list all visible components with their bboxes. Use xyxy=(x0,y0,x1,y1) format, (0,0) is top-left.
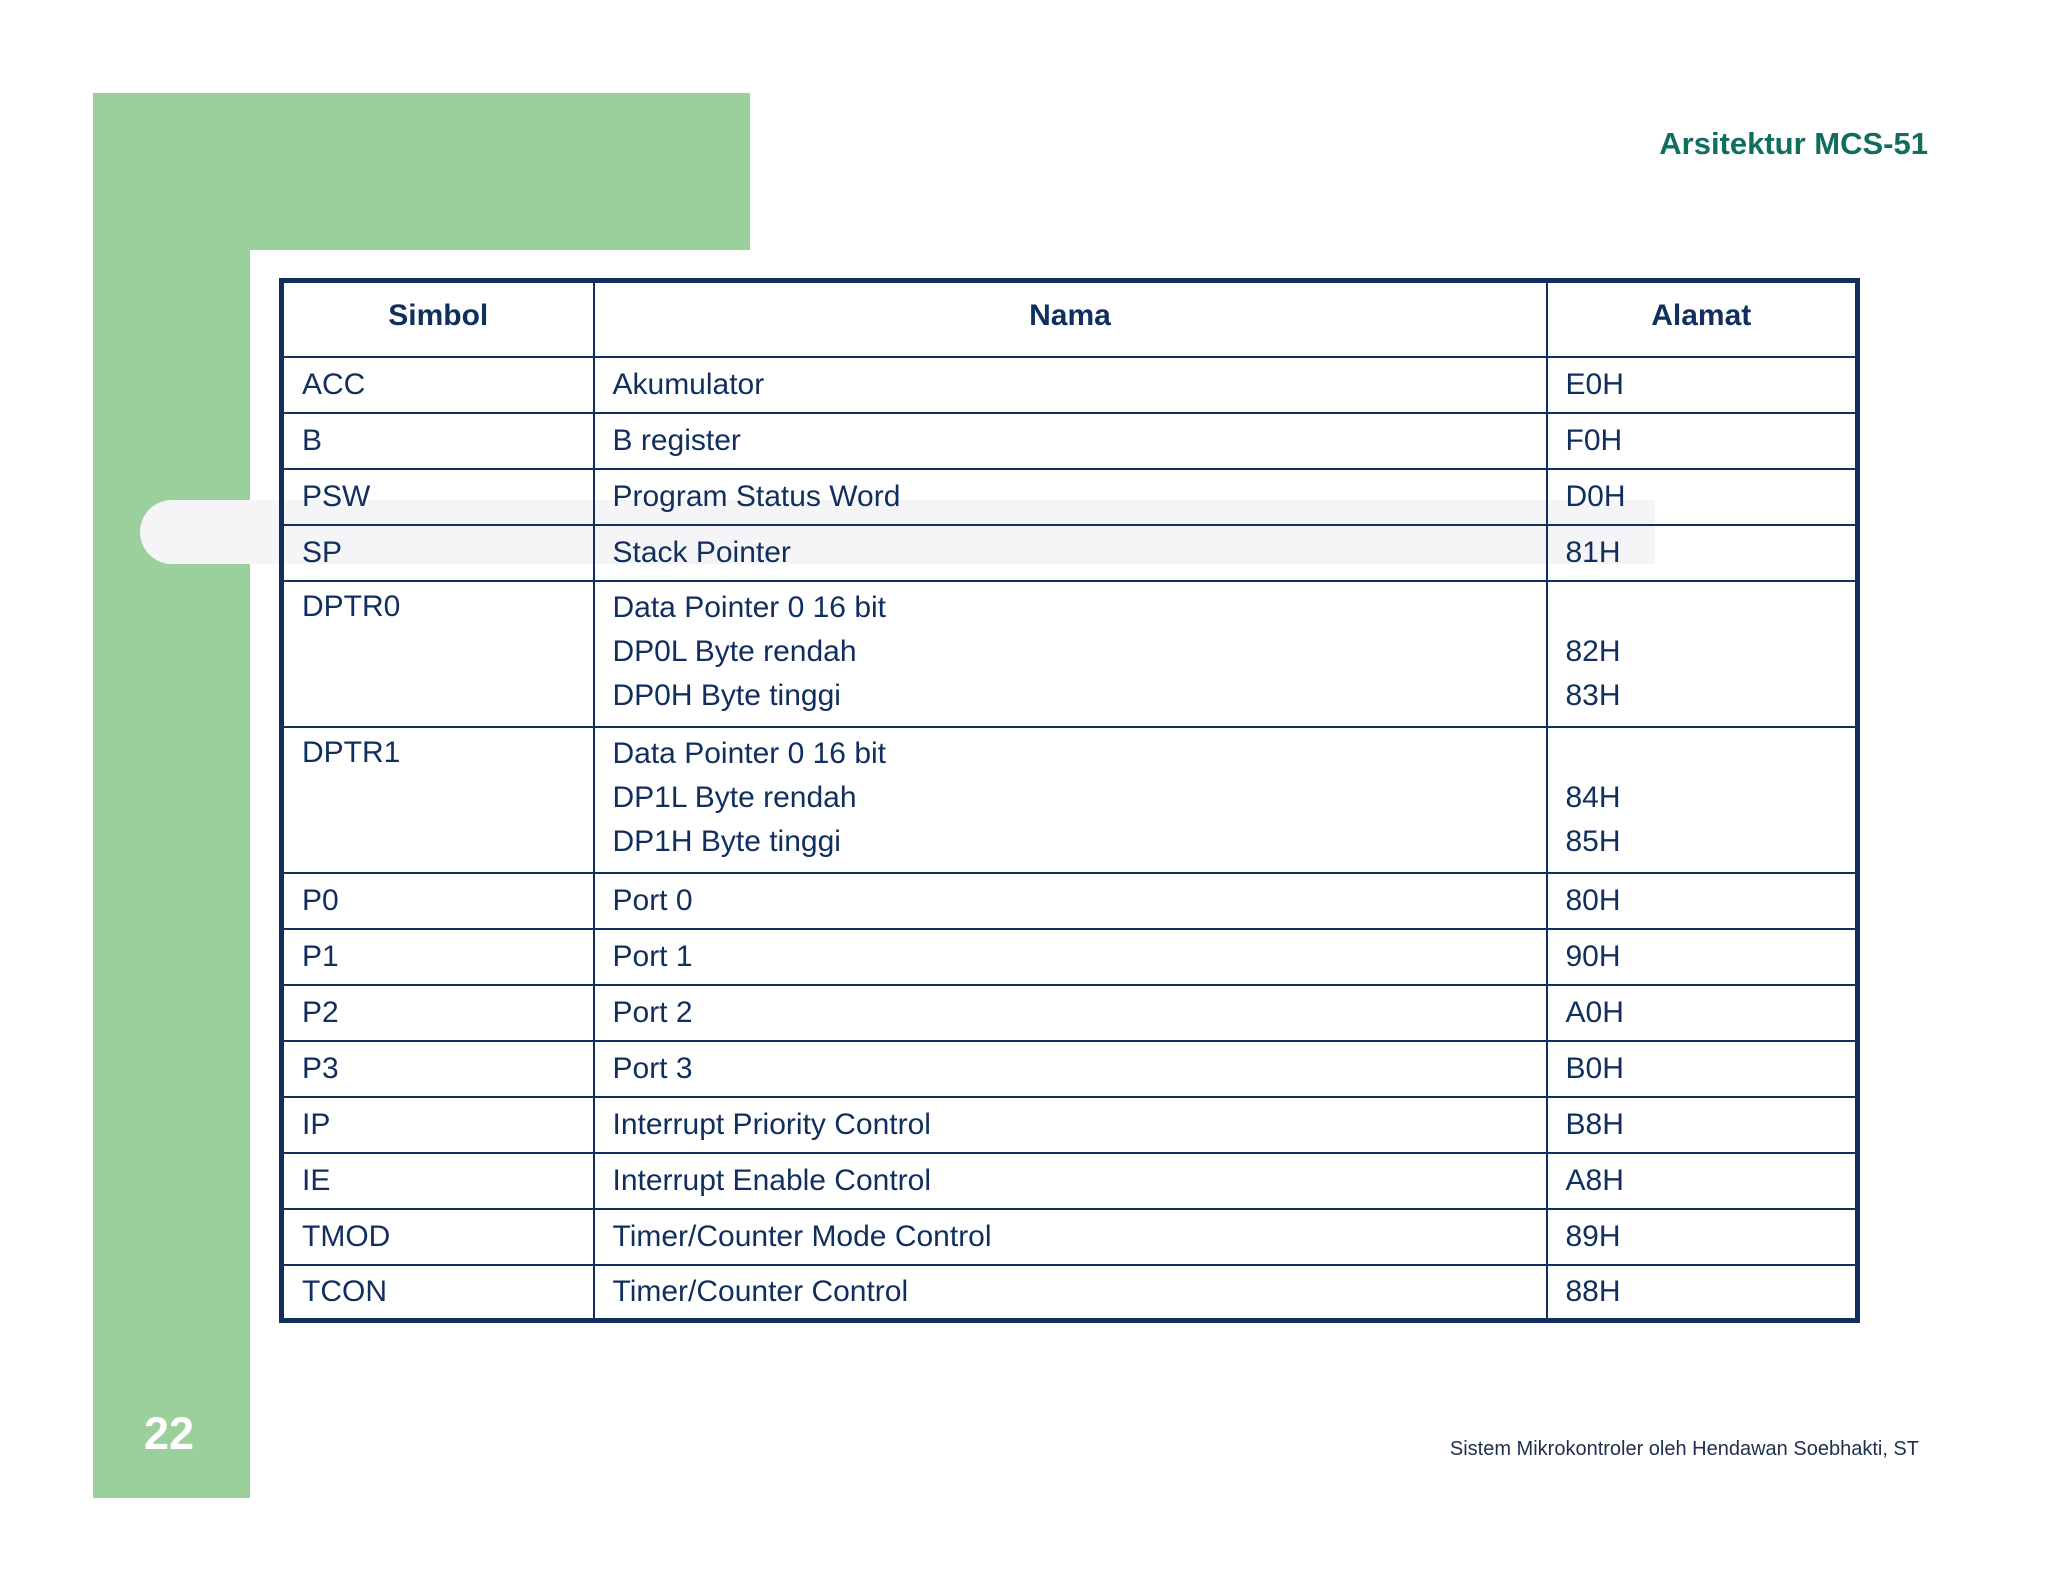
alamat-line: 85H xyxy=(1565,824,1621,858)
cell-nama xyxy=(594,727,1547,873)
table-row xyxy=(282,1153,1858,1209)
table-row xyxy=(282,469,1858,525)
alamat-line: 90H xyxy=(1565,939,1621,973)
cell-alamat xyxy=(1547,413,1858,469)
table-row xyxy=(282,985,1858,1041)
alamat-line: 80H xyxy=(1565,883,1621,917)
cell-alamat xyxy=(1547,1153,1858,1209)
cell-alamat xyxy=(1547,1097,1858,1153)
table-row xyxy=(282,525,1858,581)
table-row xyxy=(282,357,1858,413)
alamat-line: B0H xyxy=(1565,1051,1624,1085)
cell-alamat xyxy=(1547,1265,1858,1321)
table-row xyxy=(282,1265,1858,1321)
alamat-line: E0H xyxy=(1565,367,1624,401)
cell-alamat xyxy=(1547,581,1858,727)
cell-nama xyxy=(594,413,1547,469)
cell-nama xyxy=(594,1265,1547,1321)
cell-nama xyxy=(594,1153,1547,1209)
cell-simbol: PSW xyxy=(282,469,594,525)
cell-nama xyxy=(594,469,1547,525)
cell-nama xyxy=(594,525,1547,581)
cell-simbol: P0 xyxy=(282,873,594,929)
sfr-table xyxy=(279,278,1860,1323)
table-row xyxy=(282,1097,1858,1153)
cell-alamat xyxy=(1547,525,1858,581)
cell-alamat xyxy=(1547,873,1858,929)
table-header-row xyxy=(282,281,1858,357)
table-row xyxy=(282,581,1858,727)
nama-line: DP0H Byte tinggi xyxy=(612,678,841,712)
cell-nama xyxy=(594,985,1547,1041)
cell-alamat xyxy=(1547,1209,1858,1265)
alamat-line xyxy=(1566,732,1838,776)
nama-line: Timer/Counter Control xyxy=(612,1274,909,1308)
cell-simbol: SP xyxy=(282,525,594,581)
nama-line: DP1L Byte rendah xyxy=(612,780,857,814)
nama-line: B register xyxy=(612,423,741,457)
table-row xyxy=(282,413,1858,469)
column-header-simbol: Simbol xyxy=(282,281,594,357)
cell-alamat xyxy=(1547,985,1858,1041)
nama-line: Port 1 xyxy=(612,939,693,973)
alamat-line: F0H xyxy=(1565,423,1623,457)
footer-credit: Sistem Mikrokontroler oleh Hendawan Soebhakti, ST xyxy=(1449,1438,1919,1460)
cell-nama xyxy=(594,1041,1547,1097)
cell-nama xyxy=(594,873,1547,929)
table-body xyxy=(282,357,1858,1321)
nama-line: Data Pointer 0 16 bit xyxy=(612,590,887,624)
nama-line: DP1H Byte tinggi xyxy=(612,824,841,858)
alamat-line: D0H xyxy=(1565,479,1626,513)
cell-simbol: DPTR0 xyxy=(282,581,594,727)
nama-line: Port 2 xyxy=(612,995,693,1029)
nama-line: DP0L Byte rendah xyxy=(612,634,857,668)
alamat-line: A0H xyxy=(1565,995,1624,1029)
nama-line: Timer/Counter Mode Control xyxy=(612,1219,992,1253)
cell-simbol: ACC xyxy=(282,357,594,413)
green-sidebar-bar xyxy=(93,93,250,1498)
alamat-line: 88H xyxy=(1565,1274,1621,1308)
cell-simbol: DPTR1 xyxy=(282,727,594,873)
alamat-line: 84H xyxy=(1565,780,1621,814)
table-row xyxy=(282,929,1858,985)
cell-alamat xyxy=(1547,469,1858,525)
nama-line: Stack Pointer xyxy=(612,535,791,569)
nama-line: Program Status Word xyxy=(612,479,901,513)
nama-line: Akumulator xyxy=(612,367,765,401)
nama-line: Port 0 xyxy=(612,883,693,917)
table-row xyxy=(282,1041,1858,1097)
alamat-line: 83H xyxy=(1565,678,1621,712)
column-header-nama: Nama xyxy=(594,281,1547,357)
cell-simbol: TMOD xyxy=(282,1209,594,1265)
cell-alamat xyxy=(1547,357,1858,413)
cell-simbol: P1 xyxy=(282,929,594,985)
cell-alamat xyxy=(1547,1041,1858,1097)
cell-simbol: P3 xyxy=(282,1041,594,1097)
cell-simbol: TCON xyxy=(282,1265,594,1321)
nama-line: Interrupt Priority Control xyxy=(612,1107,931,1141)
nama-line: Port 3 xyxy=(612,1051,693,1085)
table-row xyxy=(282,727,1858,873)
cell-nama xyxy=(594,581,1547,727)
cell-alamat xyxy=(1547,929,1858,985)
cell-simbol: IP xyxy=(282,1097,594,1153)
alamat-line: A8H xyxy=(1565,1163,1624,1197)
page-number: 22 xyxy=(144,1408,195,1459)
column-header-alamat: Alamat xyxy=(1547,281,1858,357)
cell-alamat xyxy=(1547,727,1858,873)
alamat-line: 82H xyxy=(1565,634,1621,668)
cell-simbol: IE xyxy=(282,1153,594,1209)
alamat-line: 81H xyxy=(1565,535,1621,569)
slide-title: Arsitektur MCS-51 xyxy=(1659,126,1928,161)
table-row xyxy=(282,873,1858,929)
alamat-line: 89H xyxy=(1565,1219,1621,1253)
nama-line: Interrupt Enable Control xyxy=(612,1163,932,1197)
nama-line: Data Pointer 0 16 bit xyxy=(612,736,887,770)
cell-simbol: P2 xyxy=(282,985,594,1041)
alamat-line xyxy=(1566,586,1838,630)
cell-nama xyxy=(594,1097,1547,1153)
alamat-line: B8H xyxy=(1565,1107,1624,1141)
cell-simbol: B xyxy=(282,413,594,469)
cell-nama xyxy=(594,929,1547,985)
green-header-block xyxy=(93,93,750,250)
cell-nama xyxy=(594,357,1547,413)
cell-nama xyxy=(594,1209,1547,1265)
table-row xyxy=(282,1209,1858,1265)
